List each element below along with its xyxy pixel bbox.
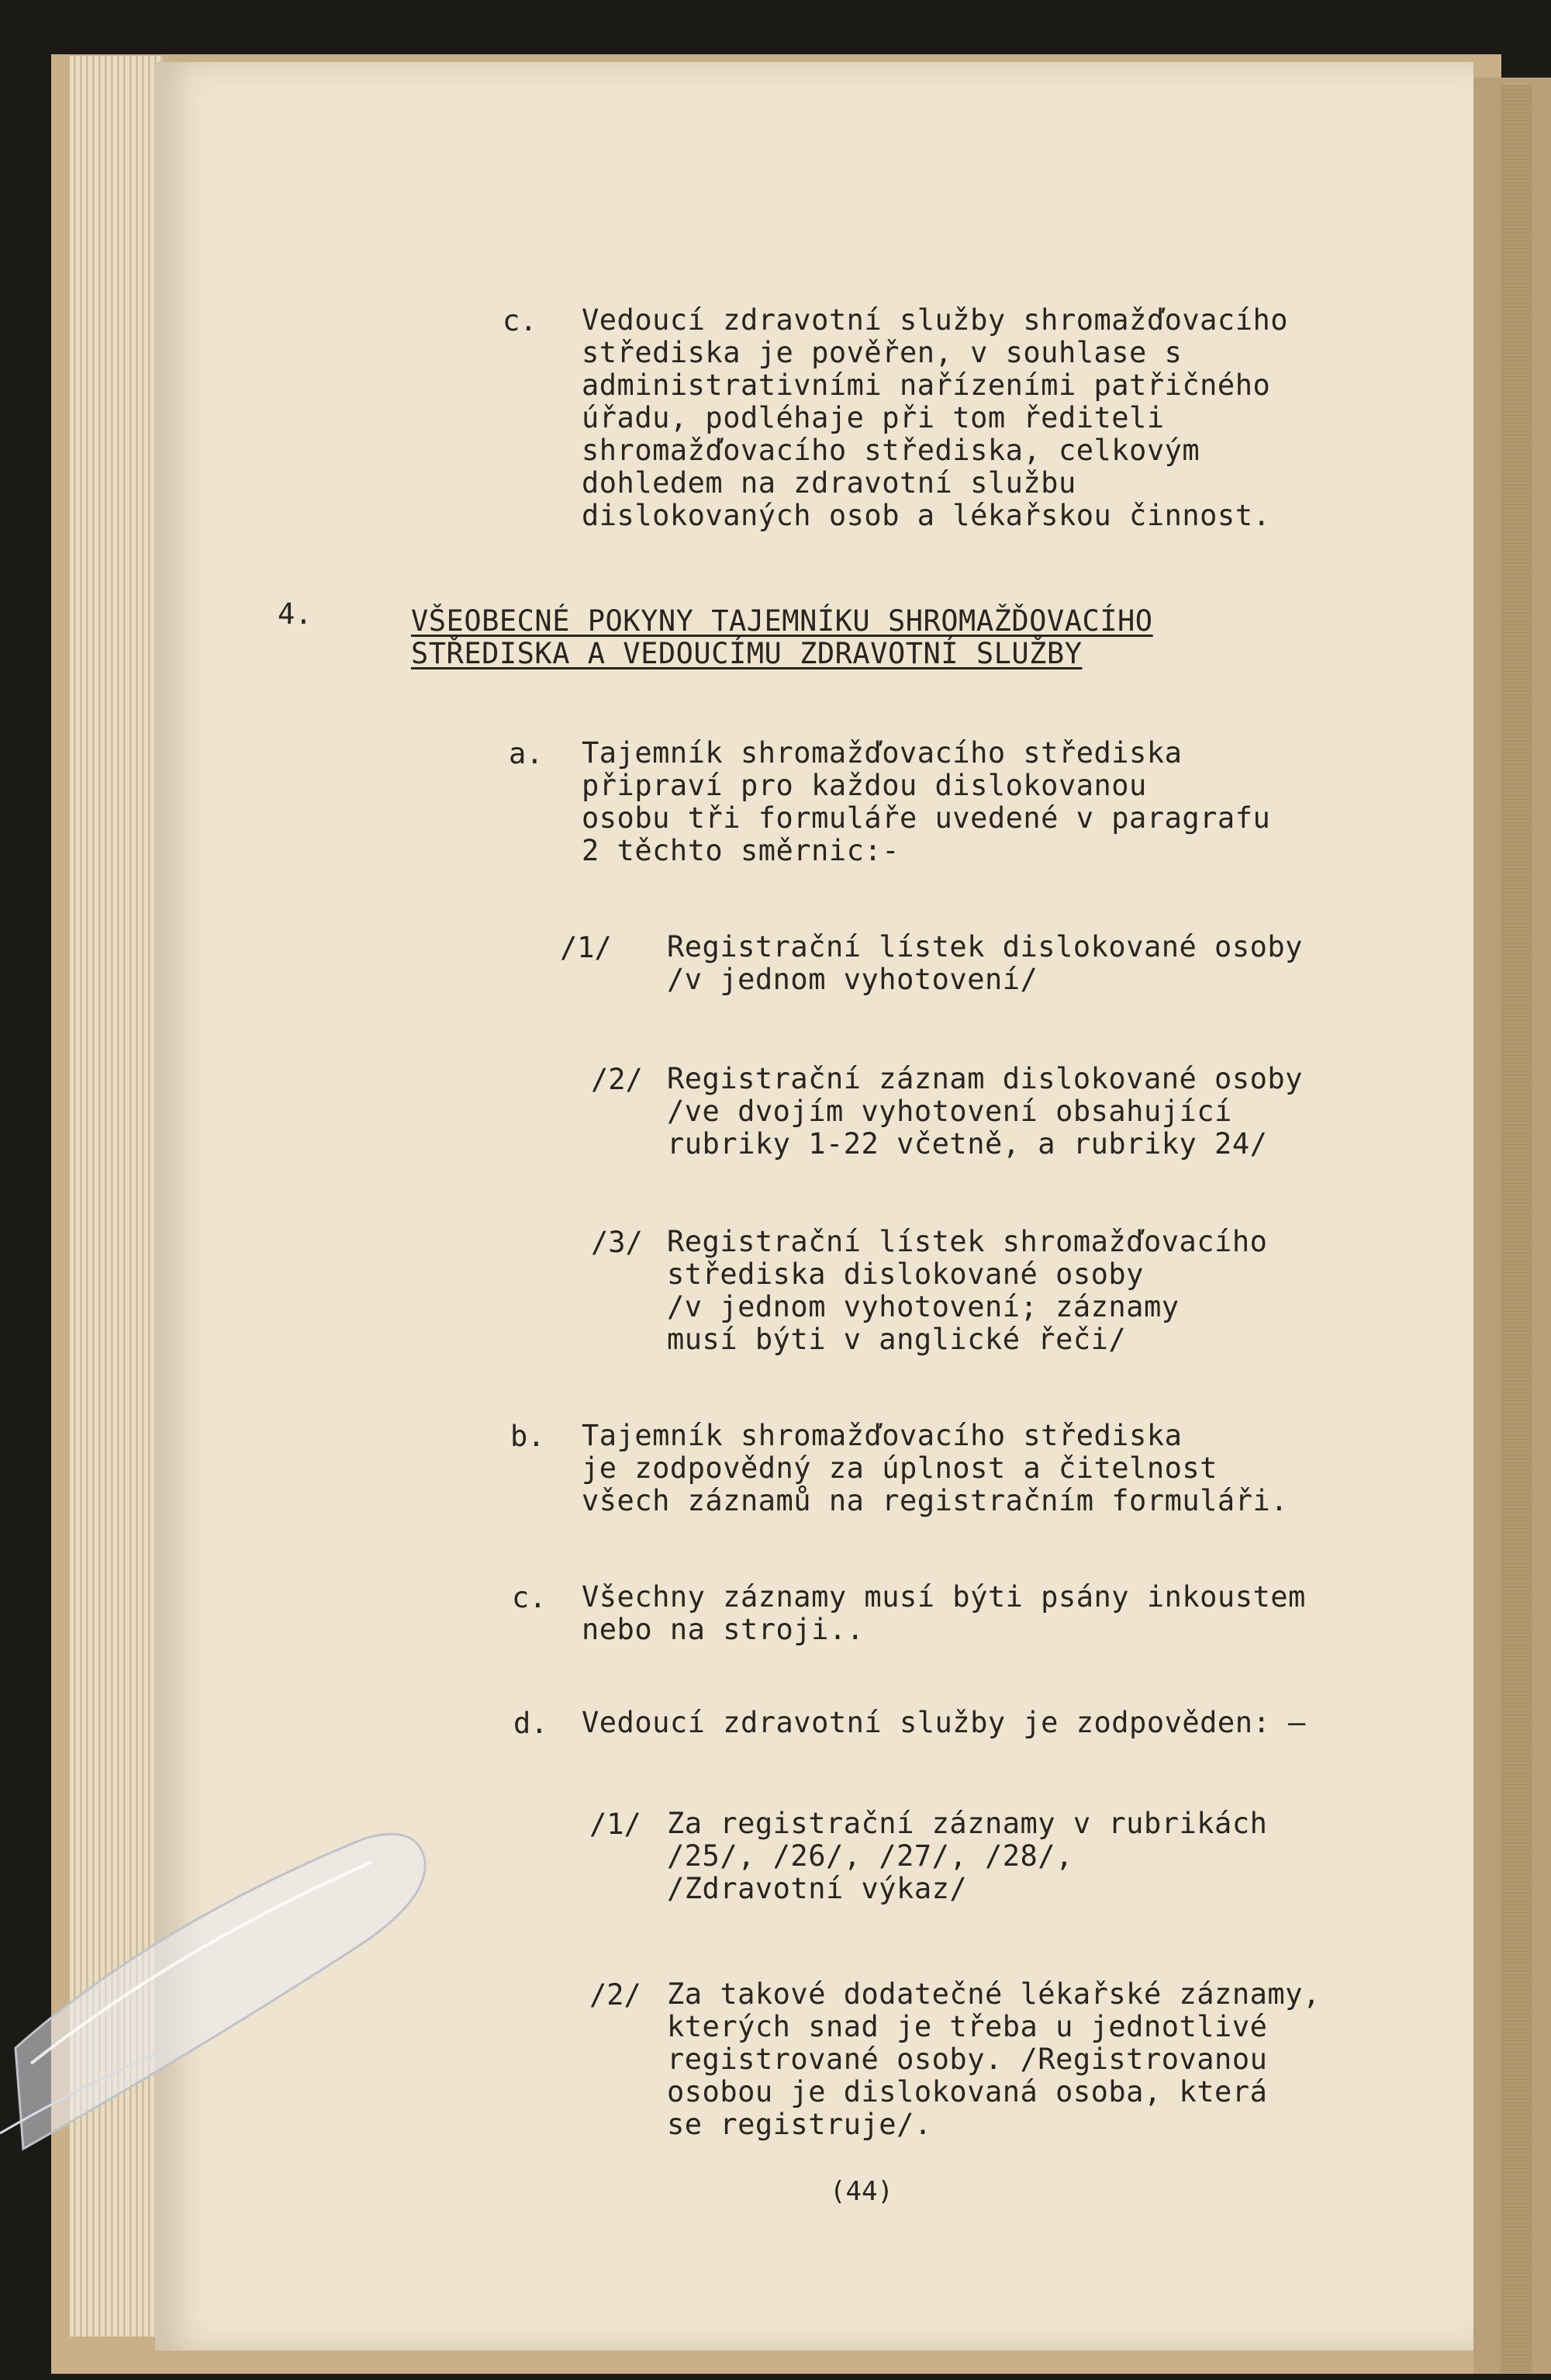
text-line: Vedoucí zdravotní služby shromažďovacího xyxy=(582,303,1289,337)
text-line: Registrační lístek shromažďovacího xyxy=(667,1225,1268,1258)
text-line: administrativními nařízeními patřičného xyxy=(582,368,1271,402)
text-line: Tajemník shromažďovacího střediska xyxy=(582,736,1183,770)
text-line: úřadu, podléhaje při tom řediteli xyxy=(582,401,1165,434)
text-line: Registrační lístek dislokované osoby xyxy=(667,930,1303,963)
item-number: /1/ xyxy=(560,931,612,964)
section-number: 4. xyxy=(278,597,313,631)
text-line: rubriky 1-22 včetně, a rubriky 24/ xyxy=(667,1127,1268,1161)
text-line: osobou je dislokovaná osoba, která xyxy=(667,2075,1268,2108)
text-line: střediska je pověřen, v souhlase s xyxy=(582,336,1183,369)
paragraph-d-label: d. xyxy=(513,1707,548,1740)
page-number: (44) xyxy=(830,2176,893,2207)
text-line: registrované osoby. /Registrovanou xyxy=(667,2043,1268,2076)
item-number: /2/ xyxy=(591,1063,643,1096)
item-number: /2/ xyxy=(589,1978,641,2012)
text-line: musí býti v anglické řeči/ xyxy=(667,1323,1127,1356)
text-line: dislokovaných osob a lékařskou činnost. xyxy=(582,499,1271,532)
text-line: Tajemník shromažďovacího střediska xyxy=(582,1419,1183,1452)
text-line: Za takové dodatečné lékařské záznamy, xyxy=(667,1977,1321,2011)
text-line: se registruje/. xyxy=(667,2108,932,2141)
text-line: připraví pro každou dislokovanou xyxy=(582,769,1147,802)
text-line: /25/, /26/, /27/, /28/, xyxy=(667,1839,1073,1873)
item-number: /3/ xyxy=(591,1226,643,1259)
text-line: /v jednom vyhotovení/ xyxy=(667,963,1038,996)
heading-line: STŘEDISKA A VEDOUCÍMU ZDRAVOTNÍ SLUŽBY xyxy=(411,637,1083,670)
item-number: /1/ xyxy=(589,1807,641,1841)
bookmark-clip xyxy=(0,1815,434,2172)
text-line: Vedoucí zdravotní služby je zodpověden: — xyxy=(582,1706,1306,1739)
heading-line: VŠEOBECNÉ POKYNY TAJEMNÍKU SHROMAŽĎOVACÍHO xyxy=(411,604,1153,638)
paragraph-b-label: b. xyxy=(510,1420,545,1453)
paragraph-c-label: c. xyxy=(503,304,537,337)
text-line: /Zdravotní výkaz/ xyxy=(667,1872,968,1905)
text-line: dohledem na zdravotní službu xyxy=(582,466,1076,500)
text-line: Registrační záznam dislokované osoby xyxy=(667,1062,1303,1095)
text-line: 2 těchto směrnic:- xyxy=(582,834,900,867)
text-line: je zodpovědný za úplnost a čitelnost xyxy=(582,1451,1218,1485)
text-line: osobu tři formuláře uvedené v paragrafu xyxy=(582,801,1271,835)
text-line: všech záznamů na registračním formuláři. xyxy=(582,1484,1289,1517)
facing-page-edges xyxy=(1501,85,1532,2374)
text-line: kterých snad je třeba u jednotlivé xyxy=(667,2010,1268,2043)
text-line: nebo na stroji.. xyxy=(582,1613,865,1646)
text-line: shromažďovacího střediska, celkovým xyxy=(582,434,1200,467)
text-line: Za registrační záznamy v rubrikách xyxy=(667,1807,1268,1840)
text-line: /ve dvojím vyhotovení obsahující xyxy=(667,1095,1232,1128)
text-line: střediska dislokované osoby xyxy=(667,1257,1144,1291)
paragraph-a-label: a. xyxy=(509,737,544,770)
text-line: /v jednom vyhotovení; záznamy xyxy=(667,1290,1180,1323)
paragraph-c2-label: c. xyxy=(512,1581,547,1614)
text-line: Všechny záznamy musí býti psány inkoustem xyxy=(582,1580,1306,1614)
